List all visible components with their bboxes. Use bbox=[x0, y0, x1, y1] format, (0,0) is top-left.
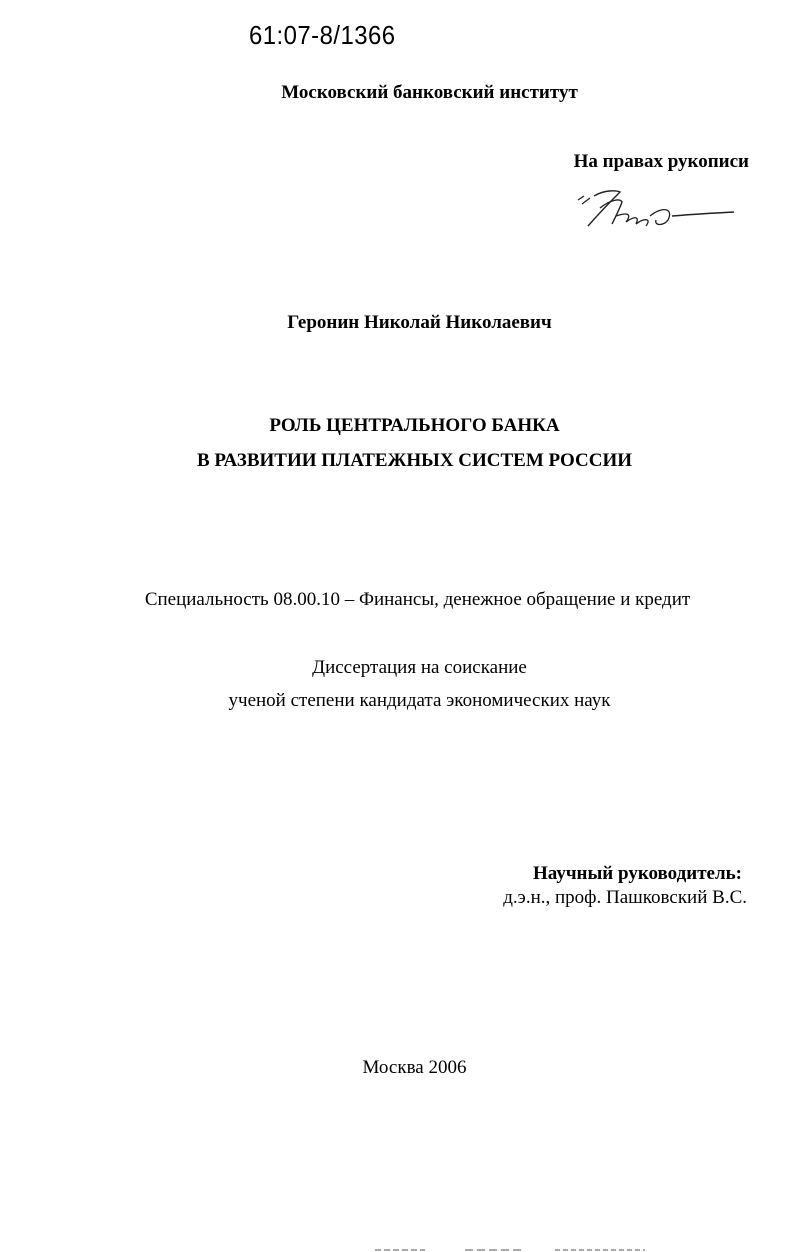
scan-edge-marks bbox=[375, 1246, 645, 1252]
supervisor-name: д.э.н., проф. Пашковский В.С. bbox=[503, 887, 747, 908]
dissertation-title-line-1: РОЛЬ ЦЕНТРАЛЬНОГО БАНКА bbox=[269, 415, 560, 436]
institute-name: Московский банковский институт bbox=[281, 82, 578, 103]
archive-stamp-code: 61:07-8/1366 bbox=[249, 20, 396, 50]
specialty-line: Специальность 08.00.10 – Финансы, денежное обращение и кредит bbox=[144, 589, 691, 610]
author-name: Геронин Николай Николаевич bbox=[287, 312, 552, 333]
city-and-year: Москва 2006 bbox=[362, 1057, 467, 1078]
dissertation-title-line-2: В РАЗВИТИИ ПЛАТЕЖНЫХ СИСТЕМ РОССИИ bbox=[196, 450, 633, 471]
handwritten-signature bbox=[576, 186, 736, 236]
degree-statement-line-1: Диссертация на соискание bbox=[312, 657, 527, 678]
degree-statement-line-2: ученой степени кандидата экономических наук bbox=[228, 690, 611, 711]
manuscript-rights-note: На правах рукописи bbox=[573, 151, 749, 172]
supervisor-label: Научный руководитель: bbox=[533, 863, 742, 884]
